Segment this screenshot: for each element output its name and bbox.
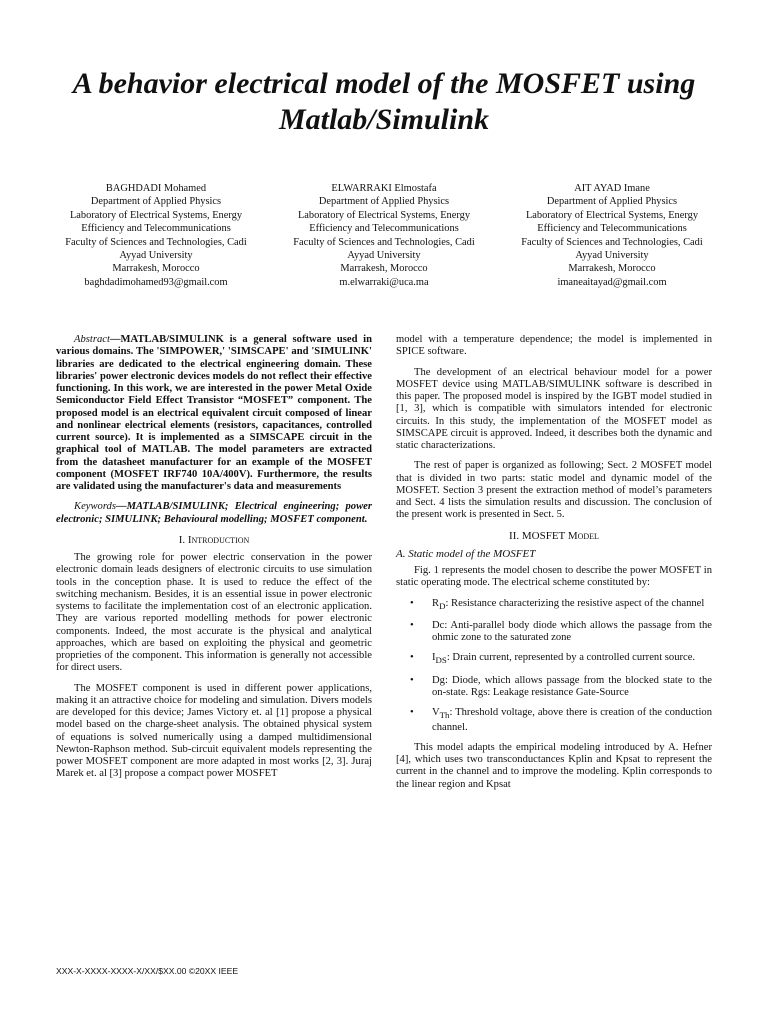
abstract-text: —MATLAB/SIMULINK is a general software used in various domains. The 'SIMPOWER,' 'SIMSCAPE' and 'SIMULINK' libraries are dedicated to the electrical engineering domain. These libraries' power electronic devices models do not reflect their effective functioning. In this work, we are interested in the power Metal Oxide Semiconductor Field Effect Transistor “MOSFET” component. The proposed model is an electrical equivalent circuit composed of linear and nonlinear electrical elements (resistors, capacitances, controlled current source). It is implemented as a SIMSCAPE circuit in the graphical tool of MATLAB. The model parameters are extracted from the datasheet manufacturer for an example of the MOSFET component (MOSFET IRF740 10A/400V). Furthermore, the results are validated using the manufacturer's data and measurements xyxy=(56,334,372,492)
symbol: I xyxy=(432,652,436,664)
paragraph: Fig. 1 represents the model chosen to describe the power MOSFET in static operating mode. The electrical scheme constituted by: xyxy=(396,565,712,589)
author-name: AIT AYAD Imane xyxy=(574,183,650,194)
symbol: R xyxy=(432,597,440,609)
copyright-footer: XXX-X-XXXX-XXXX-X/XX/$XX.00 ©20XX IEEE xyxy=(56,966,239,976)
section-heading-introduction: I. Introduction xyxy=(178,533,250,546)
author-department: Department of Applied Physics xyxy=(90,196,222,208)
author-1 xyxy=(40,182,272,289)
paragraph: The growing role for power electric conservation in the power electronic domain leads designers of electronic circuits to use simulation tools in the conception phase. It is used to reduce the effect of the switching mechanism. Besides, it is an essential issue in power electronic systems to facilitate the implementation cost of an electronic application. They are various reported modelling methods for power electronic components. Indeed, the most accurate is the physical and analytical approaches, which are based on exploiting the physical and geometric proprieties of the component. This information is generally not accessible for direct users. xyxy=(56,552,372,674)
author-lab: Laboratory of Electrical Systems, Energy xyxy=(69,209,243,221)
symbol-subscript: DS xyxy=(435,655,447,666)
author-lab: Efficiency and Telecommunications xyxy=(309,223,459,235)
author-email: imaneaitayad@gmail.com xyxy=(557,276,667,288)
list-item-text: : Threshold voltage, above there is creation of the conduction channel. xyxy=(432,707,712,733)
author-faculty: Ayyad University xyxy=(575,250,649,262)
author-lab: Efficiency and Telecommunications xyxy=(81,223,231,235)
symbol: Dg xyxy=(432,674,445,686)
keywords-text: —MATLAB/SIMULINK; Electrical engineering; power electronic; SIMULINK; Behavioural modelling; MOSFET component. xyxy=(56,501,372,525)
author-name: ELWARRAKI Elmostafa xyxy=(331,183,437,194)
list-item xyxy=(432,707,712,734)
section-heading-mosfet-model: II. MOSFET Model xyxy=(509,529,599,542)
list-item-text: : Drain current, represented by a controlled current source. xyxy=(446,652,696,664)
author-department: Department of Applied Physics xyxy=(546,196,678,208)
list-item xyxy=(432,620,712,645)
keywords-lead: Keywords xyxy=(74,501,116,513)
author-email: baghdadimohamed93@gmail.com xyxy=(84,276,228,288)
symbol-subscript: D xyxy=(439,600,446,611)
author-faculty: Faculty of Sciences and Technologies, Cadi xyxy=(293,236,475,248)
author-city: Marrakesh, Morocco xyxy=(568,263,656,275)
right-column xyxy=(396,334,712,799)
author-3 xyxy=(496,182,728,289)
author-faculty: Faculty of Sciences and Technologies, Cadi xyxy=(65,236,247,248)
author-block xyxy=(40,182,728,302)
author-faculty: Ayyad University xyxy=(119,250,193,262)
author-2 xyxy=(268,182,500,289)
author-email: m.elwarraki@uca.ma xyxy=(339,276,429,288)
author-lab: Laboratory of Electrical Systems, Energy xyxy=(525,209,699,221)
paragraph: The MOSFET component is used in different power applications, making it an attractive choice for modeling and simulation. Divers models are developed for this device; James Victory et. al [1] propose a physical model based on the charge-sheet analysis. The obtained physical system of equations is solved numerically using a damped multidimensional Newton-Raphson method. Sub-circuit equivalent models representing the power MOSFET component are more adapted in most works [2, 3]. Juraj Marek et. al [3] propose a compact power MOSFET xyxy=(56,682,372,780)
author-city: Marrakesh, Morocco xyxy=(340,263,428,275)
author-faculty: Ayyad University xyxy=(347,250,421,262)
author-name: BAGHDADI Mohamed xyxy=(105,183,207,194)
paragraph: The rest of paper is organized as following; Sect. 2 MOSFET model that is divided in two parts: static model and dynamic model of the MOSFET. Section 3 present the extraction method of model’s parameters and Sect. 4 lists the simulation results and discussion. The conclusion of the present work is presented in Sect. 5. xyxy=(396,460,712,521)
paper-title: A behavior electrical model of the MOSFET using Matlab/Simulink xyxy=(72,67,696,136)
abstract xyxy=(56,334,372,493)
list-item xyxy=(432,675,712,700)
author-faculty: Faculty of Sciences and Technologies, Cadi xyxy=(521,236,703,248)
left-column xyxy=(56,334,372,789)
subsection-heading-static-model: A. Static model of the MOSFET xyxy=(396,547,536,560)
paragraph: The development of an electrical behaviour model for a power MOSFET device using MATLAB/SIMULINK software is described in this paper. The proposed model is inspired by the IGBT model studied in [1, 3], which is compatible with simulators intended for electronic circuits. In this study, the implementation of the MOSFET model as SIMSCAPE circuit is approved. Indeed, it describes both the dynamic and static characterizations. xyxy=(396,366,712,451)
author-lab: Laboratory of Electrical Systems, Energy xyxy=(297,209,471,221)
keywords xyxy=(56,501,372,526)
list-item xyxy=(432,652,712,666)
paragraph: model with a temperature dependence; the model is implemented in SPICE software. xyxy=(396,334,712,358)
symbol: V xyxy=(432,707,440,719)
list-item-text: : Resistance characterizing the resistive aspect of the channel xyxy=(445,597,705,609)
list-item-text: : Diode, which allows passage from the blocked state to the on-state. Rgs: Leakage resistance Gate-Source xyxy=(432,674,712,698)
component-list xyxy=(396,598,712,734)
symbol: Dc xyxy=(432,619,445,631)
author-city: Marrakesh, Morocco xyxy=(112,263,200,275)
abstract-lead: Abstract xyxy=(74,334,110,345)
list-item-text: : Anti-parallel body diode which allows the passage from the ohmic zone to the saturated zone xyxy=(432,619,712,644)
author-lab: Efficiency and Telecommunications xyxy=(537,223,687,235)
paragraph: This model adapts the empirical modeling introduced by A. Hefner [4], which uses two transconductances Kplin and Kpsat to represent the current in the channel and to improve the modeling. Kplin corresponds to the linear region and Kpsat xyxy=(396,741,712,790)
list-item xyxy=(432,598,712,612)
symbol-subscript: Th xyxy=(439,710,450,721)
author-department: Department of Applied Physics xyxy=(318,196,450,208)
